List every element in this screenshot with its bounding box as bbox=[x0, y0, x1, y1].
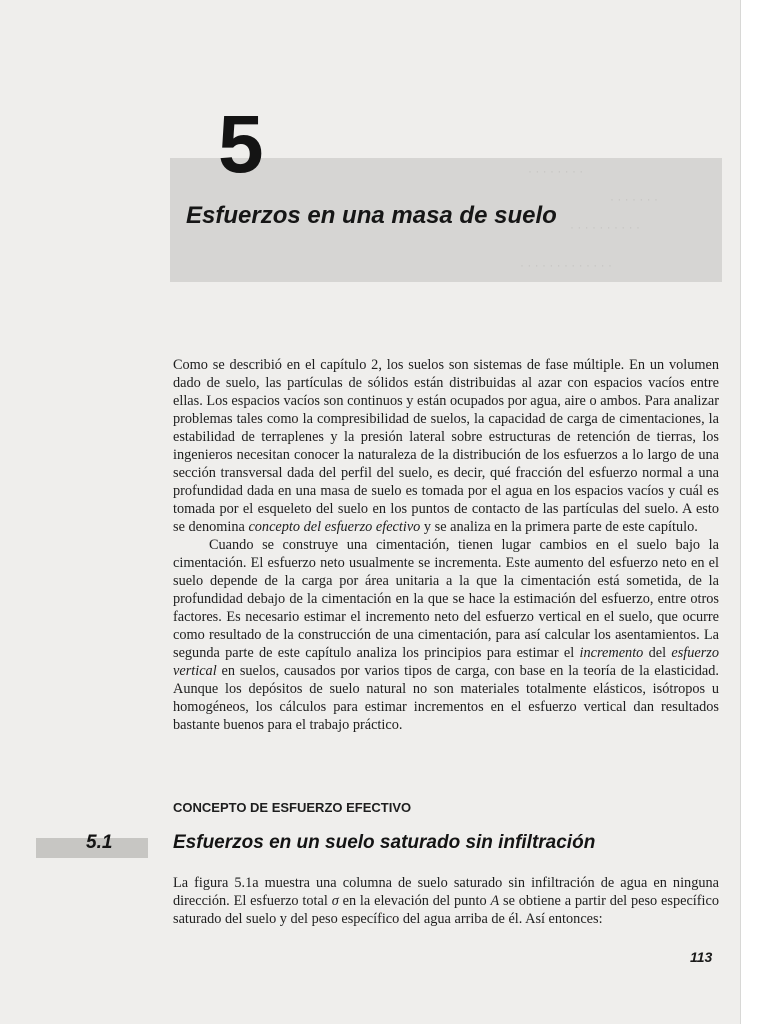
emphasis-term: incremento bbox=[579, 645, 644, 661]
emphasis-term: esfuerzo vertical bbox=[173, 645, 719, 679]
chapter-title: Esfuerzos en una masa de suelo bbox=[186, 202, 557, 229]
text-run: en suelos, causados por varios tipos de carga, con base en la teoría de la elasticidad. Aunque los depósitos de suelo natural no son materiales totalmente elásticos, isótropos u homogéneos, los cálculos para estimar incrementos en el esfuerzo vertical dan resultados bastante buenos para el trabajo práctico. bbox=[173, 663, 719, 733]
math-symbol: A bbox=[490, 893, 500, 909]
text-run: Como se describió en el capítulo 2, los suelos son sistemas de fase múltiple. En un volumen dado de suelo, las partículas de sólidos están distribuidas al azar con espacios vacíos entre ellas. Los espacios vacíos son continuos y están ocupados por agua, aire o ambos. Para analizar problemas tales como la compresibilidad de suelos, la capacidad de carga de cimentaciones, la estabilidad de terraplenes y la presión lateral sobre estructuras de retención de tierras, los ingenieros necesitan conocer la naturaleza de la distribución de los esfuerzos a lo largo de una sección transversal dada del perfil del suelo, es decir, qué fracción del esfuerzo normal a una profundidad dada en una masa de suelo es tomada por el agua en los espacios vacíos y cuál es tomada por el esqueleto del suelo en los puntos de contacto de las partículas del suelo. A esto se denomina bbox=[173, 357, 719, 535]
section-paragraph bbox=[173, 874, 719, 928]
text-run: Cuando se construye una cimentación, tienen lugar cambios en el suelo bajo la cimentación. El esfuerzo neto usualmente se incrementa. Este aumento del esfuerzo neto en el suelo depende de la carga por área unitaria a la que la cimentación está sometida, de la profundidad debajo de la cimentación en la que se hace la estimación del esfuerzo, entre otros factores. Es necesario estimar el incremento neto del esfuerzo vertical en el suelo, que ocurre como resultado de la construcción de una cimentación, para así calcular los asentamientos. La segunda parte de este capítulo analiza los principios para estimar el bbox=[173, 537, 719, 661]
intro-paragraph-2 bbox=[173, 536, 719, 734]
text-run: La figura 5.1a muestra una columna de suelo saturado sin infiltración de agua en ninguna dirección. El esfuerzo total bbox=[173, 875, 719, 909]
section-number: 5.1 bbox=[86, 832, 113, 853]
section-group-heading: CONCEPTO DE ESFUERZO EFECTIVO bbox=[173, 800, 412, 815]
text-run: se obtiene a partir del peso específico saturado del suelo y del peso específico del agua arriba de él. Así entonces: bbox=[173, 893, 720, 927]
show-through-text: · · · · · · · · bbox=[528, 164, 584, 178]
section-text bbox=[173, 874, 719, 928]
text-run: del bbox=[643, 645, 672, 661]
math-symbol: σ bbox=[331, 893, 339, 909]
text-run: y se analiza en la primera parte de este capítulo. bbox=[420, 519, 698, 535]
chapter-number: 5 bbox=[218, 99, 262, 190]
intro-text bbox=[173, 356, 719, 734]
page-edge bbox=[740, 0, 768, 1024]
emphasis-term: concepto del esfuerzo efectivo bbox=[248, 519, 421, 535]
page-number: 113 bbox=[690, 949, 713, 965]
intro-paragraph-1 bbox=[173, 356, 719, 536]
text-run: en la elevación del punto bbox=[338, 893, 491, 909]
section-title: Esfuerzos en un suelo saturado sin infiltración bbox=[173, 832, 596, 853]
show-through-text: · · · · · · · · · · · · · bbox=[520, 258, 612, 272]
show-through-text: · · · · · · · · · · bbox=[570, 220, 640, 234]
show-through-text: · · · · · · · bbox=[610, 192, 658, 206]
